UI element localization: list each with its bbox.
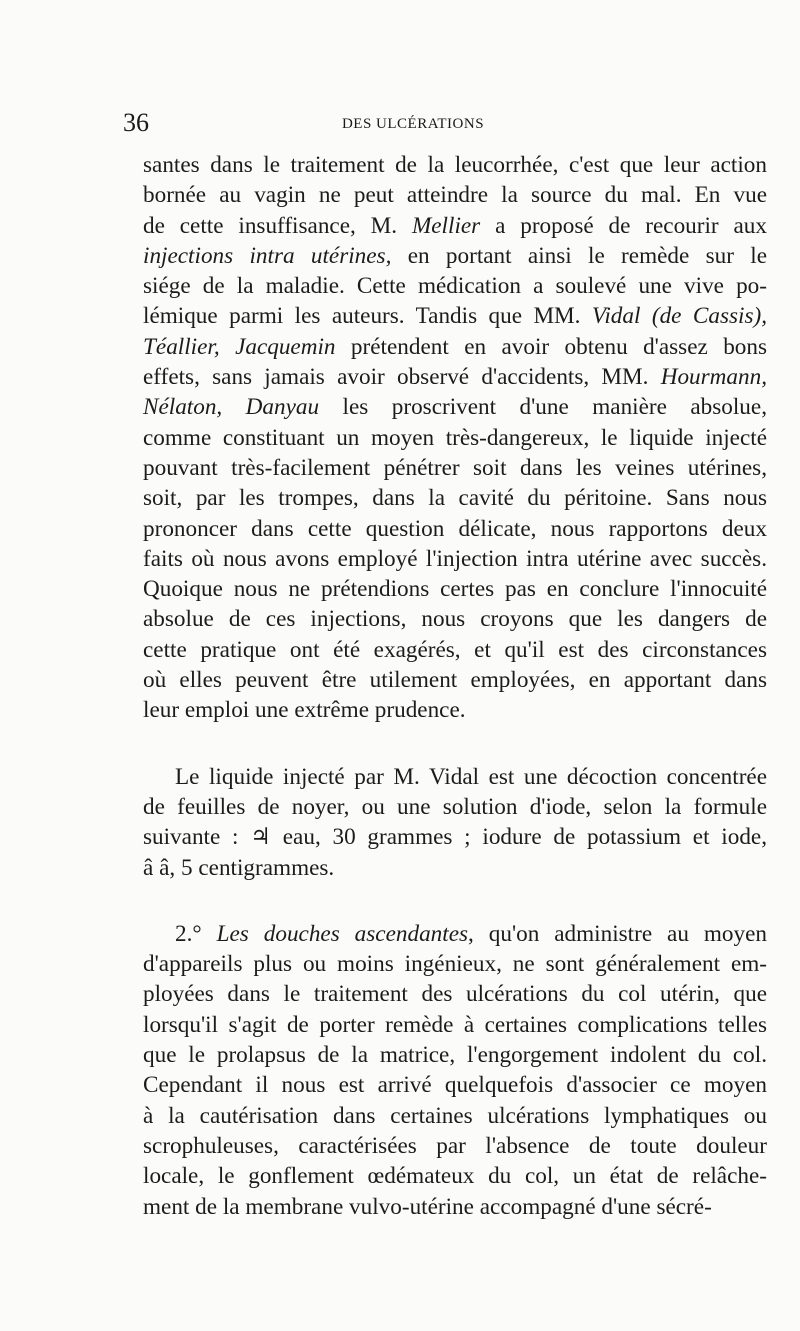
- text-line: siége de la maladie. Cette médication a soulevé une vive po-: [143, 273, 767, 300]
- body-text: [143, 150, 767, 1222]
- text-line: soit, par les trompes, dans la cavité du péritoine. Sans nous: [143, 485, 767, 512]
- text-line: bornée au vagin ne peut atteindre la source du mal. En vue: [143, 182, 767, 209]
- text-line: que le prolapsus de la matrice, l'engorgement indolent du col.: [143, 1042, 767, 1069]
- text-line: de cette insuffisance, M. Mellier a proposé de recourir aux: [143, 212, 767, 239]
- text-line: ployées dans le traitement des ulcérations du col utérin, que: [143, 981, 767, 1008]
- italic-name: Hourmann,: [660, 364, 767, 391]
- paragraph-3: [143, 919, 767, 1222]
- italic-name: Téallier, Jacquemin: [143, 333, 336, 360]
- text-line: de feuilles de noyer, ou une solution d'iode, selon la formule: [143, 793, 767, 820]
- running-head: DES ULCÉRATIONS: [341, 116, 485, 132]
- text-line: absolue de ces injections, nous croyons que les dangers de: [143, 606, 767, 633]
- text-line: Téallier, Jacquemin prétendent en avoir obtenu d'assez bons: [143, 333, 767, 360]
- text-line: locale, le gonflement œdémateux du col, un état de relâche-: [143, 1163, 767, 1190]
- page-header: [123, 103, 703, 143]
- text-line: où elles peuvent être utilement employées, en apportant dans: [143, 667, 767, 694]
- text-line: prononcer dans cette question délicate, nous rapportons deux: [143, 515, 767, 542]
- italic-name: injections intra utérines,: [143, 242, 392, 269]
- text-line: lémique parmi les auteurs. Tandis que MM. Vidal (de Cassis),: [143, 303, 768, 330]
- text-line: cette pratique ont été exagérés, et qu'il est des circonstances: [143, 636, 767, 663]
- text-line: â â, 5 centigrammes.: [143, 854, 335, 881]
- italic-name: Les douches ascendantes: [216, 920, 469, 947]
- italic-name: Nélaton, Danyau: [143, 394, 320, 421]
- text-line: Quoique nous ne prétendions certes pas en conclure l'innocuité: [143, 576, 767, 603]
- paragraph-1: [143, 150, 767, 726]
- text-line: faits où nous avons employé l'injection intra utérine avec succès.: [143, 545, 767, 572]
- text-line: leur emploi une extrême prudence.: [143, 697, 466, 724]
- text-line: d'appareils plus ou moins ingénieux, ne sont généralement em-: [143, 951, 767, 978]
- page-number: 36: [123, 108, 149, 137]
- text-line: injections intra utérines, en portant ainsi le remède sur le: [143, 242, 767, 269]
- text-line: effets, sans jamais avoir observé d'accidents, MM. Hourmann,: [143, 364, 767, 391]
- text-line: santes dans le traitement de la leucorrhée, c'est que leur action: [143, 152, 767, 178]
- text-line: Nélaton, Danyau les proscrivent d'une manière absolue,: [143, 394, 767, 421]
- paragraph-2: [143, 762, 767, 883]
- italic-name: Vidal (de Cassis),: [591, 303, 768, 330]
- text-line: lorsqu'il s'agit de porter remède à certaines complications telles: [143, 1011, 767, 1038]
- text-line: à la cautérisation dans certaines ulcérations lymphatiques ou: [143, 1102, 767, 1129]
- text-line: 2.° Les douches ascendantes, qu'on administre au moyen: [175, 920, 767, 947]
- text-line: scrophuleuses, caractérisées par l'absence de toute douleur: [143, 1132, 767, 1159]
- text-line: suivante : ♃ eau, 30 grammes ; iodure de potassium et iode,: [143, 824, 767, 851]
- italic-name: Mellier: [411, 212, 481, 239]
- text-line: ment de la membrane vulvo-utérine accompagné d'une sécré-: [143, 1193, 712, 1220]
- text-line: pouvant très-facilement pénétrer soit dans les veines utérines,: [143, 454, 767, 481]
- text-line: comme constituant un moyen très-dangereux, le liquide injecté: [143, 424, 767, 451]
- text-line: Cependant il nous est arrivé quelquefois d'associer ce moyen: [143, 1072, 767, 1099]
- text-line: Le liquide injecté par M. Vidal est une décoction concentrée: [175, 763, 767, 790]
